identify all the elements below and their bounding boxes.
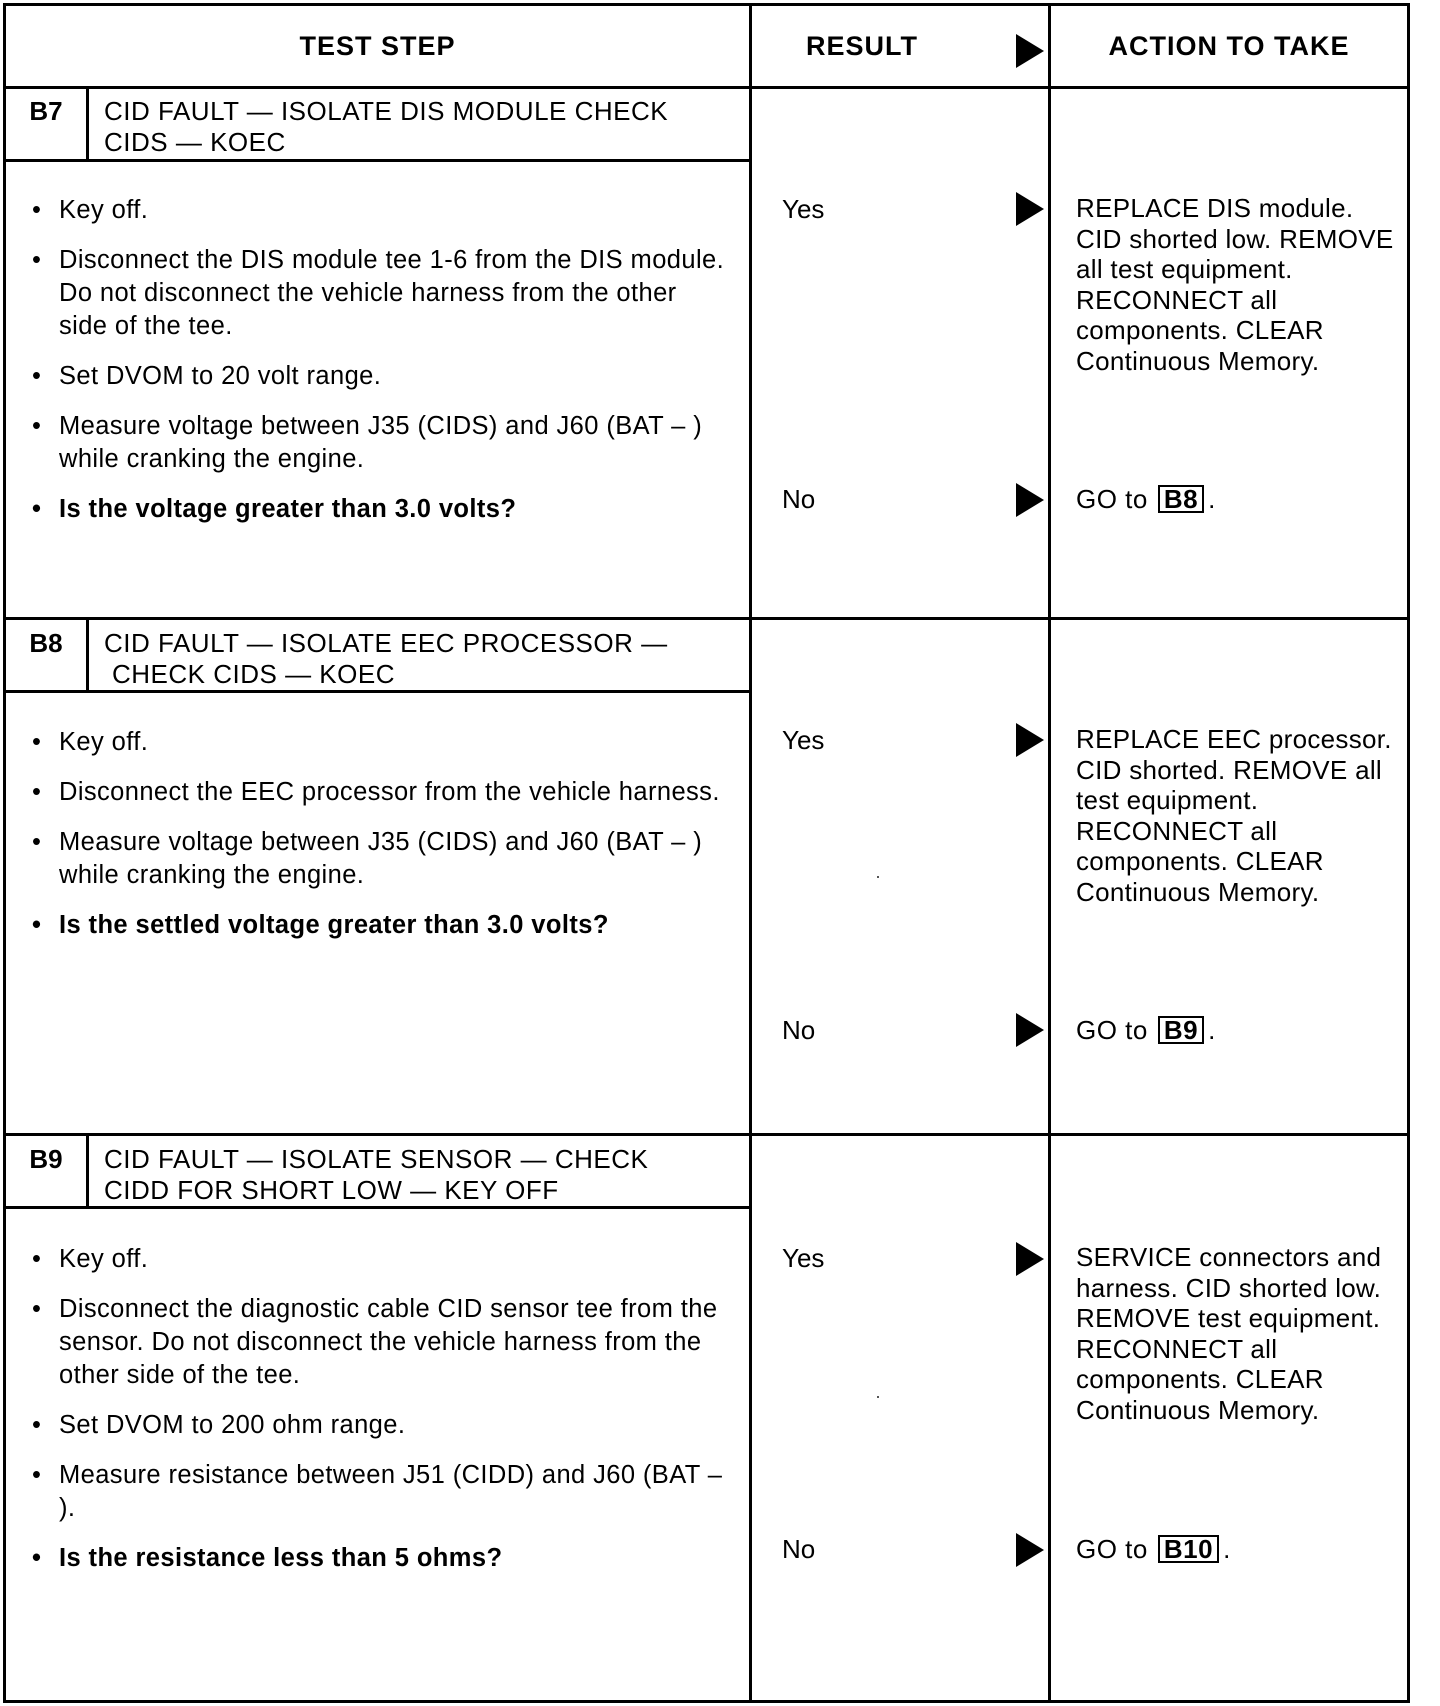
action-yes: REPLACE EEC processor. CID shorted. REMOVE all test equipment. RECONNECT all components. CLEAR Continuous Memory. bbox=[1076, 724, 1392, 907]
result-yes-arrow-icon bbox=[1016, 1242, 1044, 1276]
step-divider bbox=[6, 617, 1407, 620]
goto-end: . bbox=[1208, 484, 1216, 514]
result-no: No bbox=[782, 484, 816, 514]
step-instructions bbox=[32, 194, 732, 543]
step-id-divider bbox=[86, 89, 89, 162]
action-no bbox=[1076, 1015, 1216, 1046]
instruction-item: • Set DVOM to 200 ohm range. bbox=[32, 1409, 732, 1442]
action-yes: REPLACE DIS module. CID shorted low. REMOVE all test equipment. RECONNECT all components. CLEAR Continuous Memory. bbox=[1076, 193, 1394, 376]
result-yes: Yes bbox=[782, 194, 825, 224]
instruction-item: • Key off. bbox=[32, 726, 732, 759]
step-question: • Is the settled voltage greater than 3.0 volts? bbox=[32, 909, 732, 942]
result-no-arrow-icon bbox=[1016, 1533, 1044, 1567]
step-instructions bbox=[32, 1243, 732, 1592]
goto-text: GO to bbox=[1076, 484, 1148, 514]
step-title-divider bbox=[6, 1206, 752, 1209]
instruction-item: • Measure resistance between J51 (CIDD) and J60 (BAT – ). bbox=[32, 1459, 732, 1525]
step-title-line: CIDS — KOEC bbox=[104, 127, 286, 157]
step-question: • Is the resistance less than 5 ohms? bbox=[32, 1542, 732, 1575]
instruction-item: • Set DVOM to 20 volt range. bbox=[32, 360, 732, 393]
instruction-item: • Disconnect the DIS module tee 1-6 from the DIS module. Do not disconnect the vehicle harness from the other side of the tee. bbox=[32, 244, 732, 343]
instruction-item: • Measure voltage between J35 (CIDS) and J60 (BAT – ) while cranking the engine. bbox=[32, 826, 732, 892]
scan-speck bbox=[877, 876, 879, 878]
header-result: RESULT bbox=[806, 30, 918, 61]
scan-speck bbox=[877, 1396, 879, 1398]
column-divider-action bbox=[1048, 6, 1051, 1700]
column-divider-result bbox=[749, 6, 752, 1700]
instruction-item: • Key off. bbox=[32, 1243, 732, 1276]
result-no-arrow-icon bbox=[1016, 1013, 1044, 1047]
header-action: ACTION TO TAKE bbox=[1108, 30, 1350, 61]
action-no bbox=[1076, 484, 1216, 515]
step-title-line: CID FAULT — ISOLATE DIS MODULE CHECK bbox=[104, 96, 669, 126]
result-no: No bbox=[782, 1015, 816, 1045]
result-yes-arrow-icon bbox=[1016, 723, 1044, 757]
step-id: B8 bbox=[29, 628, 63, 658]
goto-text: GO to bbox=[1076, 1534, 1148, 1564]
header-arrow-icon bbox=[1016, 34, 1044, 68]
step-title-divider bbox=[6, 159, 752, 162]
header-divider bbox=[6, 86, 1407, 89]
step-id-divider bbox=[86, 1136, 89, 1209]
instruction-item: • Measure voltage between J35 (CIDS) and J60 (BAT – ) while cranking the engine. bbox=[32, 410, 732, 476]
result-no: No bbox=[782, 1534, 816, 1564]
result-no-arrow-icon bbox=[1016, 483, 1044, 517]
result-yes: Yes bbox=[782, 1243, 825, 1273]
goto-step-ref[interactable]: B8 bbox=[1158, 485, 1204, 513]
step-title bbox=[104, 1144, 744, 1206]
step-instructions bbox=[32, 726, 732, 959]
step-title bbox=[104, 96, 744, 158]
instruction-item: • Key off. bbox=[32, 194, 732, 227]
step-title-line: CID FAULT — ISOLATE SENSOR — CHECK bbox=[104, 1144, 649, 1174]
step-id: B9 bbox=[29, 1144, 63, 1174]
result-yes: Yes bbox=[782, 725, 825, 755]
step-title-line: CID FAULT — ISOLATE EEC PROCESSOR — bbox=[104, 628, 668, 658]
instruction-item: • Disconnect the EEC processor from the vehicle harness. bbox=[32, 776, 732, 809]
step-title-divider bbox=[6, 690, 752, 693]
step-title bbox=[104, 628, 744, 690]
step-id: B7 bbox=[29, 96, 63, 126]
instruction-item: • Disconnect the diagnostic cable CID sensor tee from the sensor. Do not disconnect the vehicle harness from the other side of the tee. bbox=[32, 1293, 732, 1392]
goto-end: . bbox=[1208, 1015, 1216, 1045]
action-no bbox=[1076, 1534, 1231, 1565]
step-question: • Is the voltage greater than 3.0 volts? bbox=[32, 493, 732, 526]
result-yes-arrow-icon bbox=[1016, 192, 1044, 226]
goto-end: . bbox=[1223, 1534, 1231, 1564]
header-test-step: TEST STEP bbox=[299, 30, 456, 61]
step-title-line: CHECK CIDS — KOEC bbox=[112, 659, 395, 689]
goto-text: GO to bbox=[1076, 1015, 1148, 1045]
goto-step-ref[interactable]: B9 bbox=[1158, 1016, 1204, 1044]
step-title-line: CIDD FOR SHORT LOW — KEY OFF bbox=[104, 1175, 559, 1205]
diagnostic-table bbox=[3, 3, 1410, 1703]
action-yes: SERVICE connectors and harness. CID shorted low. REMOVE test equipment. RECONNECT all components. CLEAR Continuous Memory. bbox=[1076, 1242, 1382, 1425]
goto-step-ref[interactable]: B10 bbox=[1158, 1535, 1219, 1563]
step-divider bbox=[6, 1133, 1407, 1136]
step-id-divider bbox=[86, 620, 89, 693]
